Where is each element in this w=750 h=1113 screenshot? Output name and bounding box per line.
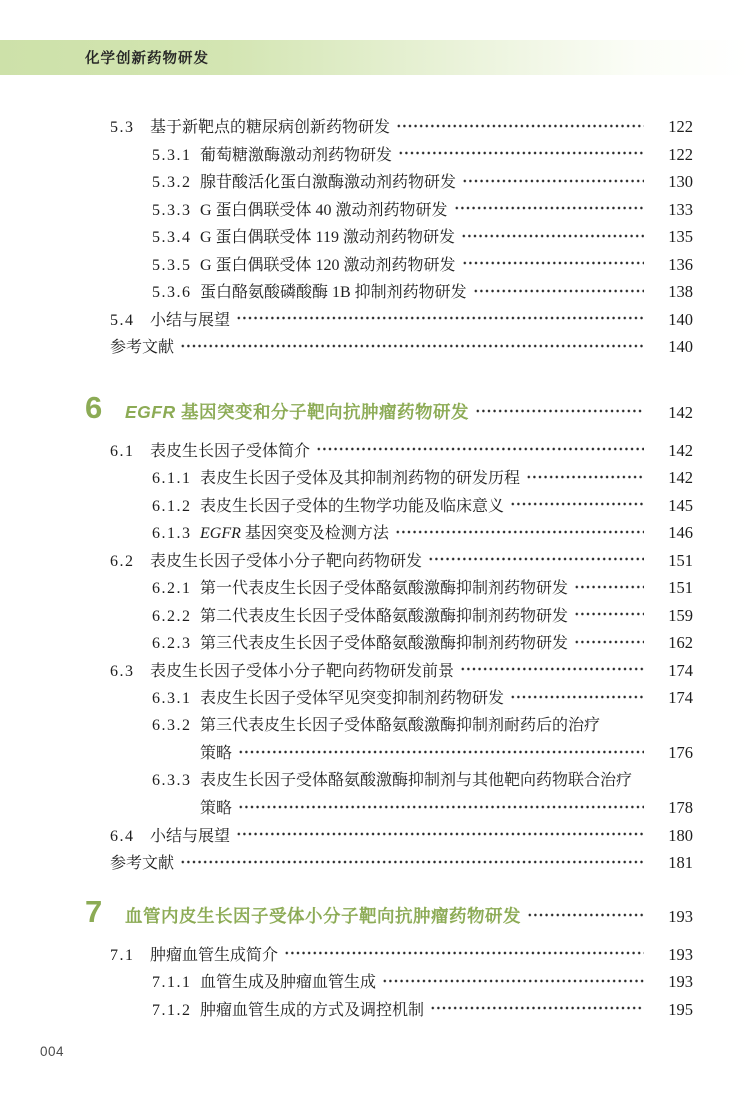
entry-title: 腺苷酸活化蛋白激酶激动剂药物研发 (200, 174, 457, 191)
entry-page-number: 140 (668, 337, 693, 356)
entry-page-number: 162 (668, 633, 693, 652)
dot-leader (428, 553, 644, 566)
entry-page-number: 140 (668, 309, 693, 329)
toc-row-references-8 (0, 333, 693, 361)
entry-number: 5.3.4 (152, 229, 192, 246)
toc-row-7 (0, 891, 693, 933)
entry-title (125, 895, 521, 937)
dot-leader (473, 284, 644, 297)
entry-number: 5.3.3 (152, 201, 192, 219)
entry-title-continuation: 策略 (200, 800, 233, 817)
entry-number: 6.2.1 (152, 580, 192, 597)
entry-title: 第三代表皮生长因子受体酪氨酸激酶抑制剂耐药后的治疗 (200, 716, 601, 734)
toc-row-5.3.1 (0, 141, 693, 169)
toc-row-6 (0, 387, 693, 429)
entry-number: 5.3.2 (152, 174, 192, 191)
dot-leader (316, 443, 644, 456)
entry-page-number: 151 (668, 550, 693, 570)
entry-number: 5.3.5 (152, 256, 192, 274)
entry-title: 表皮生长因子受体的生物学功能及临床意义 (200, 497, 505, 515)
entry-number: 5.3.6 (152, 284, 192, 301)
entry-title-continuation: 策略 (200, 745, 233, 762)
entry-number: 7.1 (110, 946, 135, 964)
entry-number: 6.1.2 (152, 497, 192, 515)
entry-number: 6.1.1 (152, 470, 192, 487)
toc-row-7.1.1 (0, 968, 693, 996)
entry-page-number: 193 (668, 972, 693, 991)
entry-title: 葡萄糖激酶激动剂药物研发 (200, 146, 393, 164)
entry-title: 蛋白酪氨酸磷酸酶 1B 抑制剂药物研发 (200, 284, 467, 301)
folio-page-number: 004 (40, 1044, 65, 1059)
entry-page-number: 180 (668, 825, 693, 845)
toc-row-6.2.2 (0, 602, 693, 630)
entry-number: 7.1.1 (152, 974, 192, 991)
entry-page-number: 181 (668, 853, 693, 872)
toc-row-5.4 (0, 306, 693, 334)
dot-leader (461, 229, 644, 242)
entry-page-number: 174 (668, 660, 693, 680)
toc-row-5.3.5 (0, 251, 693, 279)
entry-title: 肿瘤血管生成的方式及调控机制 (200, 1001, 425, 1019)
dot-leader (526, 470, 644, 483)
toc-row-6.1.3 (0, 519, 693, 547)
entry-title-italic-part: EGFR (200, 525, 241, 542)
toc-row-6.1.2 (0, 492, 693, 520)
entry-page-number: 122 (668, 117, 693, 136)
dot-leader (462, 174, 644, 187)
toc-row-5.3.6 (0, 278, 693, 306)
toc-row-6.3.2-continuation (0, 739, 693, 767)
dot-leader (475, 405, 644, 418)
entry-number: 5.3 (110, 119, 135, 136)
toc-list (0, 75, 750, 1023)
entry-page-number: 136 (668, 254, 693, 274)
entry-page-number: 138 (668, 282, 693, 301)
dot-leader (382, 974, 644, 987)
entry-number: 6.1 (110, 442, 135, 460)
toc-row-6.2.1 (0, 574, 693, 602)
entry-title-part: 基因突变及检测方法 (240, 525, 389, 542)
dot-leader (510, 690, 644, 703)
dot-leader (236, 828, 644, 841)
dot-leader (606, 717, 686, 730)
toc-row-6.2 (0, 547, 693, 575)
entry-number: 6.3 (110, 662, 135, 680)
entry-page-number: 195 (668, 999, 693, 1019)
dot-leader (574, 635, 644, 648)
dot-leader (180, 855, 644, 868)
toc-row-6.3.2 (0, 712, 693, 740)
toc-row-5.3.2 (0, 168, 693, 196)
entry-number: 6.4 (110, 827, 135, 845)
toc-row-5.3.4 (0, 223, 693, 251)
entry-page-number: 133 (668, 199, 693, 219)
dot-leader (284, 947, 644, 960)
entry-title: 表皮生长因子受体及其抑制剂药物的研发历程 (200, 470, 521, 487)
dot-leader (238, 745, 644, 758)
toc-row-6.4 (0, 822, 693, 850)
entry-title-italic-part: EGFR (125, 401, 176, 422)
dot-leader (574, 580, 644, 593)
entry-number: 6.2.2 (152, 607, 192, 625)
entry-page-number: 159 (668, 605, 693, 625)
entry-title: 表皮生长因子受体简介 (150, 442, 311, 460)
entry-title: 第一代表皮生长因子受体酪氨酸激酶抑制剂药物研发 (200, 580, 569, 597)
toc-row-6.1.1 (0, 464, 693, 492)
entry-title: 基于新靶点的糖尿病创新药物研发 (150, 119, 391, 136)
entry-title: 表皮生长因子受体小分子靶向药物研发前景 (150, 662, 455, 680)
entry-page-number: 174 (668, 688, 693, 707)
entry-number: 6.3.1 (152, 690, 192, 707)
entry-title: 参考文献 (110, 339, 175, 356)
entry-page-number: 145 (668, 495, 693, 515)
entry-title: G 蛋白偶联受体 119 激动剂药物研发 (200, 229, 455, 246)
toc-row-5.3.3 (0, 196, 693, 224)
entry-page-number: 130 (668, 172, 693, 191)
book-title: 化学创新药物研发 (85, 51, 209, 67)
toc-row-6.3.3-continuation (0, 794, 693, 822)
toc-row-6.3.3 (0, 767, 693, 795)
dot-leader (395, 525, 644, 538)
entry-title: 表皮生长因子受体罕见突变抑制剂药物研发 (200, 690, 505, 707)
entry-title: 表皮生长因子受体酪氨酸激酶抑制剂与其他靶向药物联合治疗 (200, 771, 633, 789)
entry-number: 6.1.3 (152, 525, 192, 542)
dot-leader (236, 312, 644, 325)
toc-row-6.1 (0, 437, 693, 465)
dot-leader (396, 119, 644, 132)
entry-title-part: 血管内皮生长因子受体小分子靶向抗肿瘤药物研发 (125, 905, 521, 926)
entry-number: 7.1.2 (152, 1001, 192, 1019)
dot-leader (238, 800, 644, 813)
toc-row-6.2.3 (0, 629, 693, 657)
dot-leader (638, 772, 686, 785)
entry-page-number: 122 (668, 144, 693, 164)
dot-leader (180, 339, 644, 352)
entry-page-number: 193 (668, 944, 693, 964)
entry-title: 血管生成及肿瘤血管生成 (200, 974, 377, 991)
entry-number: 5.4 (110, 311, 135, 329)
entry-page-number: 193 (668, 906, 693, 926)
entry-number: 6.3.2 (152, 716, 192, 734)
toc-row-5.3 (0, 113, 693, 141)
entry-number: 7 (85, 893, 103, 929)
entry-number: 6.3.3 (152, 771, 192, 789)
dot-leader (510, 498, 644, 511)
entry-page-number: 142 (668, 402, 693, 422)
entry-number: 6.2.3 (152, 635, 192, 652)
entry-title: 表皮生长因子受体小分子靶向药物研发 (150, 552, 423, 570)
entry-title-part: 基因突变和分子靶向抗肿瘤药物研发 (175, 401, 469, 422)
dot-leader (454, 202, 644, 215)
entry-number: 5.3.1 (152, 146, 192, 164)
dot-leader (460, 663, 644, 676)
dot-leader (462, 257, 644, 270)
entry-page-number: 176 (668, 743, 693, 762)
entry-title: G 蛋白偶联受体 120 激动剂药物研发 (200, 256, 456, 274)
entry-title: 第二代表皮生长因子受体酪氨酸激酶抑制剂药物研发 (200, 607, 569, 625)
toc-row-references-23 (0, 849, 693, 877)
entry-page-number: 142 (668, 468, 693, 487)
entry-page-number: 135 (668, 227, 693, 246)
entry-title (125, 391, 469, 433)
entry-page-number: 142 (668, 440, 693, 460)
entry-title: 小结与展望 (150, 827, 231, 845)
entry-title (200, 520, 389, 548)
entry-title: 第三代表皮生长因子受体酪氨酸激酶抑制剂药物研发 (200, 635, 569, 652)
toc-row-6.3 (0, 657, 693, 685)
dot-leader (430, 1002, 644, 1015)
entry-title: G 蛋白偶联受体 40 激动剂药物研发 (200, 201, 448, 219)
dot-leader (574, 608, 644, 621)
toc-row-6.3.1 (0, 684, 693, 712)
entry-page-number: 178 (668, 798, 693, 817)
toc-row-7.1 (0, 941, 693, 969)
dot-leader (527, 909, 644, 922)
dot-leader (398, 147, 644, 160)
entry-page-number: 146 (668, 523, 693, 542)
entry-number: 6 (85, 389, 103, 425)
entry-title: 参考文献 (110, 855, 175, 872)
running-head-bar (0, 40, 750, 75)
entry-page-number: 151 (668, 578, 693, 597)
entry-number: 6.2 (110, 552, 135, 570)
entry-title: 小结与展望 (150, 311, 231, 329)
toc-row-7.1.2 (0, 996, 693, 1024)
entry-title: 肿瘤血管生成简介 (150, 946, 279, 964)
